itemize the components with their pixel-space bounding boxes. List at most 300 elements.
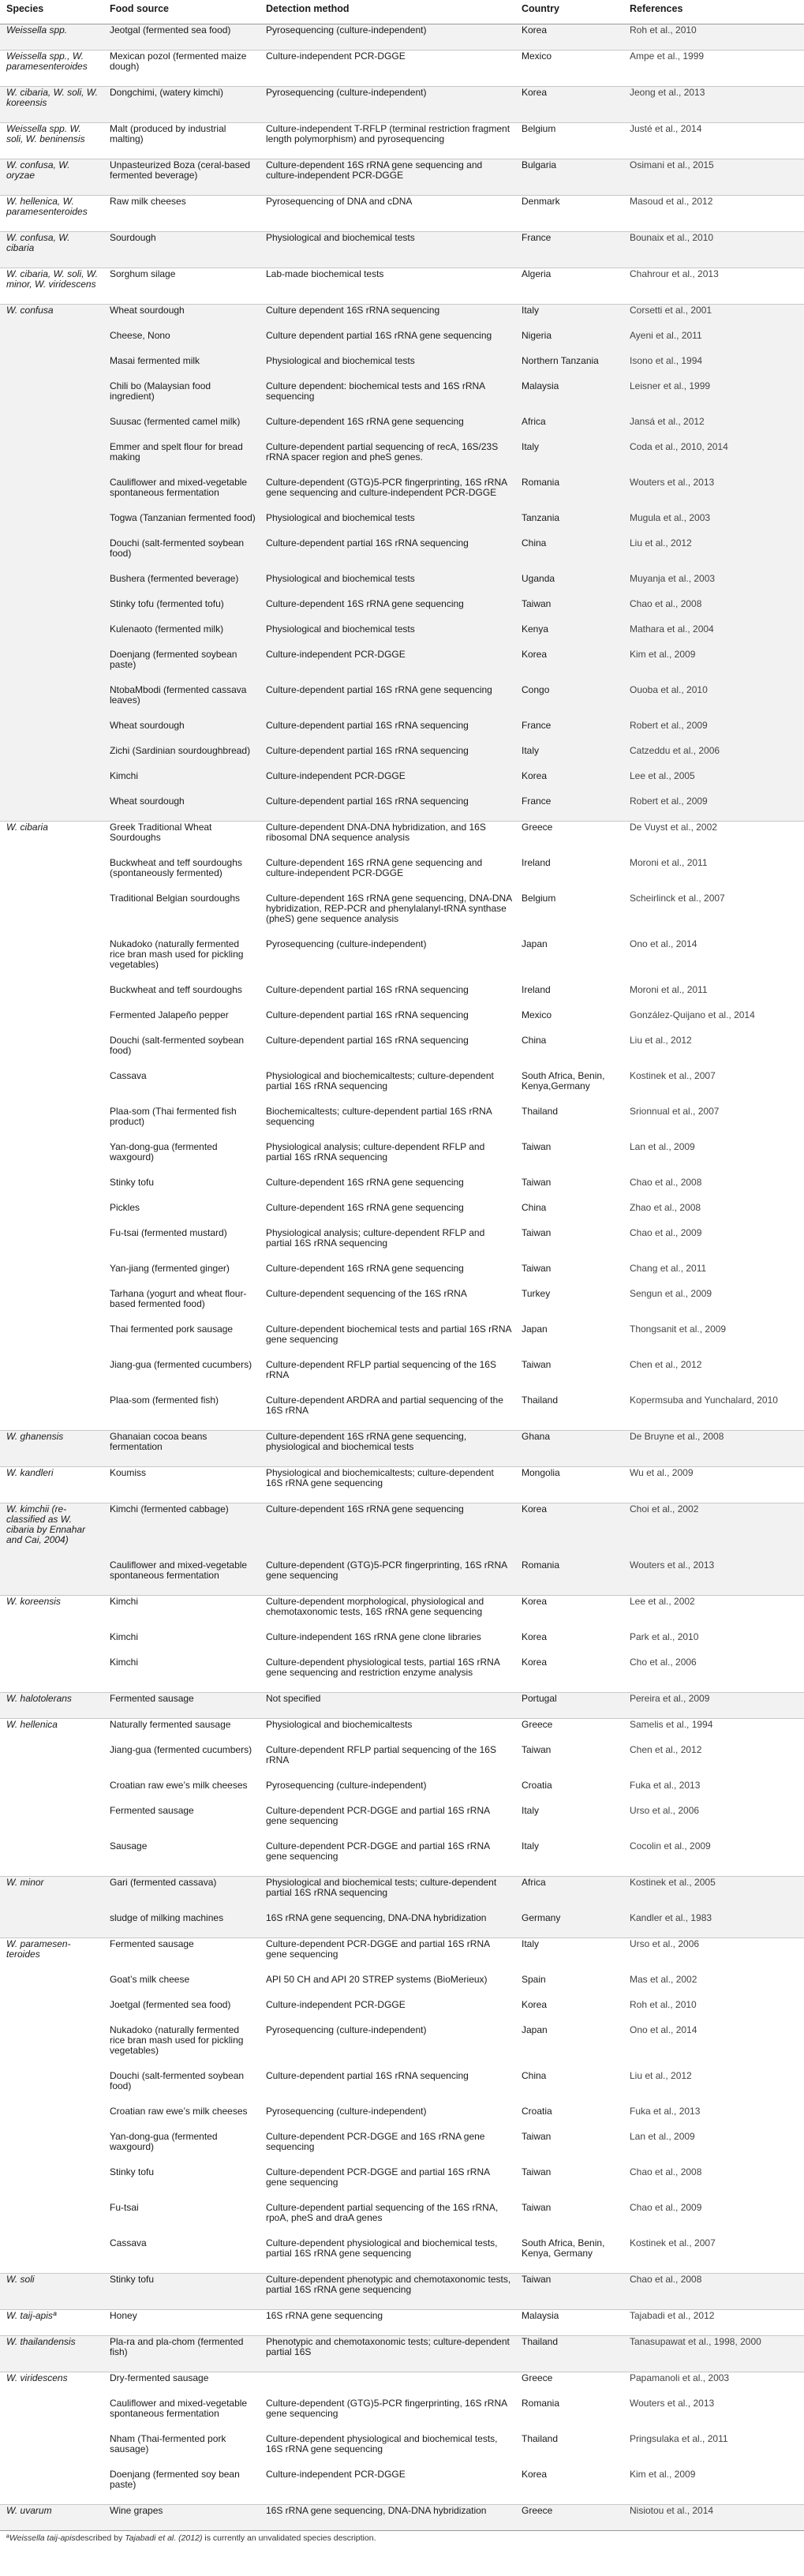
table-row [0, 984, 804, 1009]
species-cell: W. hellenica [0, 1719, 103, 1745]
detection-method-cell: Culture-dependent 16S rRNA gene sequencing [260, 1503, 515, 1560]
detection-method-cell: Pyrosequencing (culture-independent) [260, 24, 515, 51]
species-cell [0, 1395, 103, 1431]
reference-cell: Chao et al., 2008 [630, 2166, 702, 2177]
country-cell: Greece [515, 822, 623, 858]
reference-cell: Zhao et al., 2008 [630, 1202, 701, 1213]
country-cell: France [515, 796, 623, 822]
food-source-cell: Kulenaoto (fermented milk) [103, 623, 260, 649]
food-source-cell: Doenjang (fermented soybean paste) [103, 649, 260, 684]
country-cell: Greece [515, 2505, 623, 2531]
detection-method-cell: Culture-independent 16S rRNA gene clone libraries [266, 1631, 481, 1642]
food-source-cell: Mexican pozol (fermented maize dough) [103, 51, 260, 87]
header-food-source: Food source [103, 0, 260, 24]
food-source-cell: Emmer and spelt flour for bread making [103, 441, 260, 477]
reference-cell: Kim et al., 2009 [630, 2469, 696, 2480]
country-cell: Korea [515, 770, 623, 796]
species-cell: W. uvarum [0, 2505, 103, 2531]
table-row [0, 51, 804, 87]
detection-method-cell: Culture-dependent (GTG)5-PCR fingerprinting, 16S rRNA gene sequencing [266, 2398, 507, 2419]
food-source-cell: Cauliflower and mixed-vegetable spontaneous fermentation [103, 1559, 260, 1596]
food-source-cell: Yan-jiang (fermented ginger) [110, 1263, 230, 1274]
food-source-cell: Sausage [110, 1840, 148, 1852]
reference-cell: Choi et al., 2002 [623, 1503, 804, 1560]
table-row [0, 598, 804, 623]
food-source-cell: Togwa (Tanzanian fermented food) [103, 512, 260, 537]
detection-method-cell: Physiological analysis; culture-dependent RFLP and partial 16S rRNA sequencing [266, 1141, 485, 1163]
species-cell [0, 1912, 103, 1938]
reference-cell: Jeong et al., 2013 [623, 87, 804, 123]
food-source-cell: Stinky tofu (fermented tofu) [103, 598, 260, 623]
reference-cell: Mathara et al., 2004 [623, 623, 804, 649]
detection-method-cell: Culture-dependent 16S rRNA gene sequencing [266, 1263, 464, 1274]
species-cell [0, 1070, 103, 1106]
reference-cell: Robert et al., 2009 [623, 720, 804, 745]
species-cell [0, 1359, 103, 1395]
table-row [0, 1141, 804, 1177]
table-row [0, 770, 804, 796]
reference-cell: Muyanja et al., 2003 [623, 573, 804, 598]
reference-cell: Kostinek et al., 2007 [630, 1070, 716, 1081]
species-cell [0, 796, 103, 822]
species-cell: W. koreensis [0, 1596, 103, 1632]
food-source-cell: Douchi (salt-fermented soybean food) [110, 1035, 245, 1056]
detection-method-cell: Culture-dependent phenotypic and chemotaxonomic tests, partial 16S rRNA gene sequencing [260, 2274, 515, 2310]
country-cell: Romania [515, 477, 623, 512]
species-cell [0, 1974, 103, 1999]
detection-method-cell: Culture-dependent physiological tests, partial 16S rRNA gene sequencing and restriction enzyme analysis [266, 1657, 500, 1678]
reference-cell: Lee et al., 2005 [623, 770, 804, 796]
food-source-cell: Bushera (fermented beverage) [103, 573, 260, 598]
species-cell [0, 745, 103, 770]
species-cell: Weissella spp. [0, 24, 103, 51]
table-row [0, 2469, 804, 2505]
detection-method-cell: Culture-dependent biochemical tests and partial 16S rRNA gene sequencing [266, 1324, 511, 1345]
country-cell: Korea [515, 1596, 623, 1632]
reference-cell: Roh et al., 2010 [623, 24, 804, 51]
reference-cell: Ouoba et al., 2010 [623, 684, 804, 720]
footnote-text-after: is currently an unvalidated species description. [202, 2533, 376, 2543]
species-cell [0, 2202, 103, 2237]
table-row [0, 268, 804, 305]
reference-cell: Chao et al., 2008 [623, 2274, 804, 2310]
food-source-cell: Suusac (fermented camel milk) [103, 416, 260, 441]
food-source-cell: Nham (Thai-fermented pork sausage) [110, 2433, 226, 2454]
country-cell: Thailand [522, 1395, 559, 1406]
reference-cell: Urso et al., 2006 [623, 1938, 804, 1975]
reference-cell: Chao et al., 2008 [630, 1177, 702, 1188]
country-cell: Portugal [515, 1693, 623, 1719]
detection-method-cell: Physiological and biochemical tests [260, 355, 515, 380]
table-row [0, 355, 804, 380]
table-row [0, 1395, 804, 1431]
food-source-cell: Koumiss [103, 1467, 260, 1503]
detection-method-cell: Culture-dependent PCR-DGGE and 16S rRNA gene sequencing [266, 2131, 485, 2152]
country-cell: Kenya [515, 623, 623, 649]
food-source-cell: Wheat sourdough [103, 305, 260, 331]
food-source-cell: Cassava [110, 1070, 147, 1081]
detection-method-cell: Culture-dependent partial 16S rRNA sequencing [266, 1009, 469, 1020]
table-row [0, 2024, 804, 2070]
food-source-cell: Joetgal (fermented sea food) [110, 1999, 231, 2010]
country-cell: Thailand [515, 2336, 623, 2372]
food-source-cell: Jiang-gua (fermented cucumbers) [110, 1359, 252, 1370]
detection-method-cell: Pyrosequencing of DNA and cDNA [260, 196, 515, 232]
food-source-cell: Plaa-som (Thai fermented fish product) [110, 1106, 237, 1127]
table-row [0, 1877, 804, 1913]
reference-cell: Kostinek et al., 2007 [630, 2237, 716, 2248]
country-cell: Congo [515, 684, 623, 720]
detection-method-cell: Culture-independent PCR-DGGE [266, 2469, 406, 2480]
table-row [0, 1780, 804, 1805]
country-cell: Romania [515, 1559, 623, 1596]
table-row [0, 573, 804, 598]
detection-method-cell: Physiological and biochemicaltests; culture-dependent 16S rRNA gene sequencing [260, 1467, 515, 1503]
reference-cell: Fuka et al., 2013 [630, 2106, 701, 2117]
country-cell: Korea [515, 649, 623, 684]
detection-method-cell: Culture-dependent sequencing of the 16S rRNA [266, 1288, 467, 1299]
country-cell: Korea [515, 1503, 623, 1560]
species-cell: Weissella spp. W. soli, W. beninensis [0, 123, 103, 159]
table-row [0, 416, 804, 441]
table-row [0, 1070, 804, 1106]
reference-cell: Wu et al., 2009 [623, 1467, 804, 1503]
food-source-cell: Dry-fermented sausage [103, 2372, 260, 2398]
table-row [0, 1467, 804, 1503]
country-cell: Ghana [515, 1431, 623, 1467]
table-row [0, 1431, 804, 1467]
reference-cell: González-Quijano et al., 2014 [630, 1009, 755, 1020]
country-cell: France [515, 232, 623, 268]
food-source-cell: Honey [103, 2310, 260, 2336]
species-cell [0, 1999, 103, 2024]
reference-cell: Leisner et al., 1999 [623, 380, 804, 416]
reference-cell: Kopermsuba and Yunchalard, 2010 [630, 1395, 778, 1406]
country-cell: Japan [522, 938, 548, 949]
food-source-cell: Pickles [110, 1202, 140, 1213]
detection-method-cell: Culture-dependent partial sequencing of recA, 16S/23S rRNA spacer region and pheS genes. [260, 441, 515, 477]
country-cell: Taiwan [522, 2202, 552, 2213]
table-row [0, 796, 804, 822]
country-cell: Taiwan [522, 1263, 552, 1274]
detection-method-cell: Culture-dependent partial 16S rRNA gene sequencing [260, 684, 515, 720]
species-cell: W. halotolerans [0, 1693, 103, 1719]
reference-cell: Kandler et al., 1983 [623, 1912, 804, 1938]
country-cell: Japan [522, 2024, 548, 2035]
species-cell [0, 1288, 103, 1324]
reference-cell: Samelis et al., 1994 [623, 1719, 804, 1745]
reference-cell: Chao et al., 2009 [630, 2202, 702, 2213]
food-source-cell: Ghanaian cocoa beans fermentation [103, 1431, 260, 1467]
country-cell: Bulgaria [515, 159, 623, 196]
table-row [0, 893, 804, 938]
country-cell: Thailand [522, 2433, 559, 2444]
reference-cell: Nisiotou et al., 2014 [623, 2505, 804, 2531]
table-row [0, 2166, 804, 2202]
country-cell: Korea [522, 1999, 548, 2010]
food-source-cell: Sourdough [103, 232, 260, 268]
country-cell: Northern Tanzania [515, 355, 623, 380]
country-cell: Croatia [522, 1780, 552, 1791]
header-detection-method: Detection method [260, 0, 515, 24]
country-cell: China [522, 1202, 547, 1213]
reference-cell: Chahrour et al., 2013 [623, 268, 804, 305]
country-cell: Mexico [522, 1009, 552, 1020]
table-row [0, 1263, 804, 1288]
table-row [0, 2106, 804, 2131]
table-row [0, 938, 804, 984]
table-row [0, 537, 804, 573]
reference-cell: Catzeddu et al., 2006 [623, 745, 804, 770]
species-cell [0, 893, 103, 938]
country-cell: Korea [522, 1631, 548, 1642]
food-source-cell: Chili bo (Malaysian food ingredient) [103, 380, 260, 416]
footnote-species: Weissella taij-apis [9, 2533, 76, 2543]
detection-method-cell: Culture-dependent PCR-DGGE and partial 16S rRNA gene sequencing [260, 1938, 515, 1975]
country-cell: Algeria [515, 268, 623, 305]
food-source-cell: Pla-ra and pla-chom (fermented fish) [103, 2336, 260, 2372]
species-cell [0, 477, 103, 512]
table-row [0, 1202, 804, 1227]
detection-method-cell: Culture-dependent 16S rRNA gene sequencing and culture-independent PCR-DGGE [260, 159, 515, 196]
table-row [0, 2433, 804, 2469]
species-cell [0, 720, 103, 745]
country-cell: Korea [515, 87, 623, 123]
header-species: Species [0, 0, 103, 24]
reference-cell: Liu et al., 2012 [623, 537, 804, 573]
food-source-cell: sludge of milking machines [103, 1912, 260, 1938]
food-source-cell: Douchi (salt-fermented soybean food) [103, 537, 260, 573]
reference-cell: Thongsanit et al., 2009 [630, 1324, 727, 1335]
food-source-cell: Kimchi [103, 1596, 260, 1632]
reference-cell: Tanasupawat et al., 1998, 2000 [623, 2336, 804, 2372]
species-cell [0, 1744, 103, 1780]
reference-cell: Cocolin et al., 2009 [630, 1840, 711, 1852]
food-source-cell: Kimchi [103, 770, 260, 796]
table-row [0, 1106, 804, 1141]
table-row [0, 2274, 804, 2310]
table-row [0, 1324, 804, 1359]
detection-method-cell: Culture-dependent partial 16S rRNA sequencing [266, 2070, 469, 2081]
species-cell [0, 2237, 103, 2274]
reference-cell: Srionnual et al., 2007 [630, 1106, 720, 1117]
table-row [0, 649, 804, 684]
detection-method-cell: 16S rRNA gene sequencing [260, 2310, 515, 2336]
country-cell: Nigeria [515, 330, 623, 355]
reference-cell: Pereira et al., 2009 [623, 1693, 804, 1719]
reference-cell: Moroni et al., 2011 [630, 857, 708, 868]
detection-method-cell: Pyrosequencing (culture-independent) [266, 1780, 427, 1791]
reference-cell: Moroni et al., 2011 [630, 984, 708, 995]
country-cell: Italy [515, 1938, 623, 1975]
food-source-cell: Cheese, Nono [103, 330, 260, 355]
species-cell [0, 1263, 103, 1288]
country-cell: Belgium [522, 893, 556, 904]
table-row [0, 305, 804, 331]
country-cell: Korea [515, 24, 623, 51]
species-cell [0, 2166, 103, 2202]
species-cell [0, 1202, 103, 1227]
country-cell: Taiwan [522, 2166, 552, 2177]
species-cell [0, 1035, 103, 1070]
detection-method-cell: Culture-dependent partial 16S rRNA sequencing [266, 984, 469, 995]
detection-method-cell: Culture-dependent 16S rRNA gene sequencing [266, 1202, 464, 1213]
detection-method-cell: Culture-dependent 16S rRNA gene sequencing, DNA-DNA hybridization, REP-PCR and phenylalanyl-tRNA synthase (pheS) gene sequence analysis [266, 893, 512, 924]
species-cell: W. kimchii (re-classified as W. cibaria by Ennahar and Cai, 2004) [0, 1503, 103, 1560]
food-source-cell: Traditional Belgian sourdoughs [110, 893, 240, 904]
detection-method-cell: Culture-dependent RFLP partial sequencing of the 16S rRNA [266, 1359, 496, 1380]
detection-method-cell: Lab-made biochemical tests [260, 268, 515, 305]
country-cell: Ireland [522, 857, 551, 868]
species-cell: W. confusa, W. cibaria [0, 232, 103, 268]
detection-method-cell: Culture-independent T-RFLP (terminal restriction fragment length polymorphism) and pyrosequencing [260, 123, 515, 159]
reference-cell: Ono et al., 2014 [630, 938, 697, 949]
species-cell [0, 2070, 103, 2106]
detection-method-cell: Culture-dependent ARDRA and partial sequencing of the 16S rRNA [266, 1395, 503, 1416]
detection-method-cell: Culture-dependent PCR-DGGE and partial 16S rRNA gene sequencing [266, 2166, 490, 2188]
detection-method-cell: Physiological and biochemical tests [260, 512, 515, 537]
species-cell [0, 416, 103, 441]
reference-cell: De Vuyst et al., 2002 [623, 822, 804, 858]
reference-cell: Pringsulaka et al., 2011 [630, 2433, 728, 2444]
reference-cell: De Bruyne et al., 2008 [623, 1431, 804, 1467]
table-row [0, 1227, 804, 1263]
food-source-cell: Plaa-som (fermented fish) [110, 1395, 219, 1406]
reference-cell: Coda et al., 2010, 2014 [623, 441, 804, 477]
detection-method-cell: Culture dependent: biochemical tests and 16S rRNA sequencing [260, 380, 515, 416]
country-cell: China [522, 1035, 547, 1046]
country-cell: Turkey [522, 1288, 551, 1299]
country-cell: China [522, 2070, 547, 2081]
species-cell: W. ghanensis [0, 1431, 103, 1467]
reference-cell: Jansá et al., 2012 [623, 416, 804, 441]
species-cell [0, 1106, 103, 1141]
detection-method-cell: Culture-dependent 16S rRNA gene sequencing [266, 1177, 464, 1188]
detection-method-cell: Culture-dependent (GTG)5-PCR fingerprinting, 16S rRNA gene sequencing [260, 1559, 515, 1596]
country-cell: Africa [515, 416, 623, 441]
country-cell: China [515, 537, 623, 573]
table-row [0, 1288, 804, 1324]
table-row [0, 1999, 804, 2024]
food-source-cell: Fermented sausage [103, 1938, 260, 1975]
table-row [0, 380, 804, 416]
food-source-cell: Yan-dong-gua (fermented waxgourd) [110, 2131, 218, 2152]
reference-cell: Ono et al., 2014 [630, 2024, 697, 2035]
country-cell: Taiwan [522, 1359, 552, 1370]
reference-cell: Liu et al., 2012 [630, 1035, 692, 1046]
reference-cell: Wouters et al., 2013 [623, 1559, 804, 1596]
country-cell: Taiwan [522, 1227, 552, 1238]
food-source-cell: Croatian raw ewe’s milk cheeses [110, 2106, 248, 2117]
species-cell [0, 649, 103, 684]
food-source-cell: NtobaMbodi (fermented cassava leaves) [103, 684, 260, 720]
reference-cell: Osimani et al., 2015 [623, 159, 804, 196]
country-cell: Italy [515, 745, 623, 770]
table-row [0, 2398, 804, 2433]
country-cell: Africa [515, 1877, 623, 1913]
country-cell: Ireland [522, 984, 551, 995]
detection-method-cell: Physiological and biochemicaltests; culture-dependent partial 16S rRNA sequencing [266, 1070, 494, 1091]
table-row [0, 745, 804, 770]
reference-cell: Kim et al., 2009 [623, 649, 804, 684]
country-cell: Mongolia [515, 1467, 623, 1503]
food-source-cell: Kimchi (fermented cabbage) [103, 1503, 260, 1560]
reference-cell: Urso et al., 2006 [630, 1805, 700, 1816]
food-source-cell: Nukadoko (naturally fermented rice bran mash used for pickling vegetables) [110, 2024, 244, 2056]
species-cell: W. minor [0, 1877, 103, 1913]
species-cell [0, 441, 103, 477]
detection-method-cell: Culture-dependent partial 16S rRNA sequencing [260, 537, 515, 573]
reference-cell: Sengun et al., 2009 [630, 1288, 712, 1299]
reference-cell: Bounaix et al., 2010 [623, 232, 804, 268]
species-cell [0, 1840, 103, 1877]
table-row [0, 2202, 804, 2237]
detection-method-cell: Culture-dependent RFLP partial sequencing of the 16S rRNA [266, 1744, 496, 1765]
table-row [0, 857, 804, 893]
detection-method-cell: Physiological and biochemical tests; culture-dependent partial 16S rRNA sequencing [260, 1877, 515, 1913]
reference-cell: Chen et al., 2012 [630, 1744, 702, 1755]
country-cell: Italy [515, 441, 623, 477]
country-cell: Japan [522, 1324, 548, 1335]
food-source-cell: Buckwheat and teff sourdoughs (spontaneously fermented) [110, 857, 242, 878]
country-cell: Greece [515, 2372, 623, 2398]
table-row [0, 1631, 804, 1657]
detection-method-cell: Culture-dependent (GTG)5-PCR fingerprinting, 16S rRNA gene sequencing and culture-independent PCR-DGGE [260, 477, 515, 512]
table-row [0, 1805, 804, 1840]
detection-method-cell: Not specified [260, 1693, 515, 1719]
food-source-cell: Wheat sourdough [103, 720, 260, 745]
table-row [0, 441, 804, 477]
reference-cell: Wouters et al., 2013 [630, 2398, 715, 2409]
reference-cell: Papamanoli et al., 2003 [623, 2372, 804, 2398]
detection-method-cell [260, 2372, 515, 2398]
species-cell [0, 1141, 103, 1177]
country-cell: Korea [522, 2469, 548, 2480]
food-source-cell: Unpasteurized Boza (ceral-based fermented beverage) [103, 159, 260, 196]
table-row [0, 1974, 804, 1999]
footnote-citation: Tajabadi et al. (2012) [125, 2533, 203, 2543]
species-cell [0, 2106, 103, 2131]
table-row [0, 684, 804, 720]
species-cell [0, 984, 103, 1009]
detection-method-cell: Physiological and biochemical tests [260, 573, 515, 598]
table-row [0, 1938, 804, 1975]
table-row [0, 159, 804, 196]
reference-cell: Liu et al., 2012 [630, 2070, 692, 2081]
species-cell [0, 1559, 103, 1596]
country-cell: Croatia [522, 2106, 552, 2117]
food-source-cell: Fermented sausage [103, 1693, 260, 1719]
reference-cell: Lee et al., 2002 [623, 1596, 804, 1632]
reference-cell: Wouters et al., 2013 [623, 477, 804, 512]
reference-cell: Isono et al., 1994 [623, 355, 804, 380]
detection-method-cell: Biochemicaltests; culture-dependent partial 16S rRNA sequencing [266, 1106, 492, 1127]
detection-method-cell: Pyrosequencing (culture-independent) [260, 87, 515, 123]
species-cell: W. cibaria, W. soli, W. koreensis [0, 87, 103, 123]
food-source-cell: Kimchi [110, 1657, 139, 1668]
country-cell: Malaysia [515, 380, 623, 416]
species-cell [0, 1009, 103, 1035]
detection-method-cell: 16S rRNA gene sequencing, DNA-DNA hybridization [260, 2505, 515, 2531]
footnote-text-before: described by [75, 2533, 125, 2543]
detection-method-cell: Culture dependent partial 16S rRNA gene sequencing [260, 330, 515, 355]
reference-cell: Fuka et al., 2013 [630, 1780, 701, 1791]
food-source-cell: Stinky tofu [110, 1177, 155, 1188]
table-row [0, 1359, 804, 1395]
country-cell: Italy [522, 1840, 540, 1852]
species-cell [0, 1177, 103, 1202]
table-row [0, 1744, 804, 1780]
